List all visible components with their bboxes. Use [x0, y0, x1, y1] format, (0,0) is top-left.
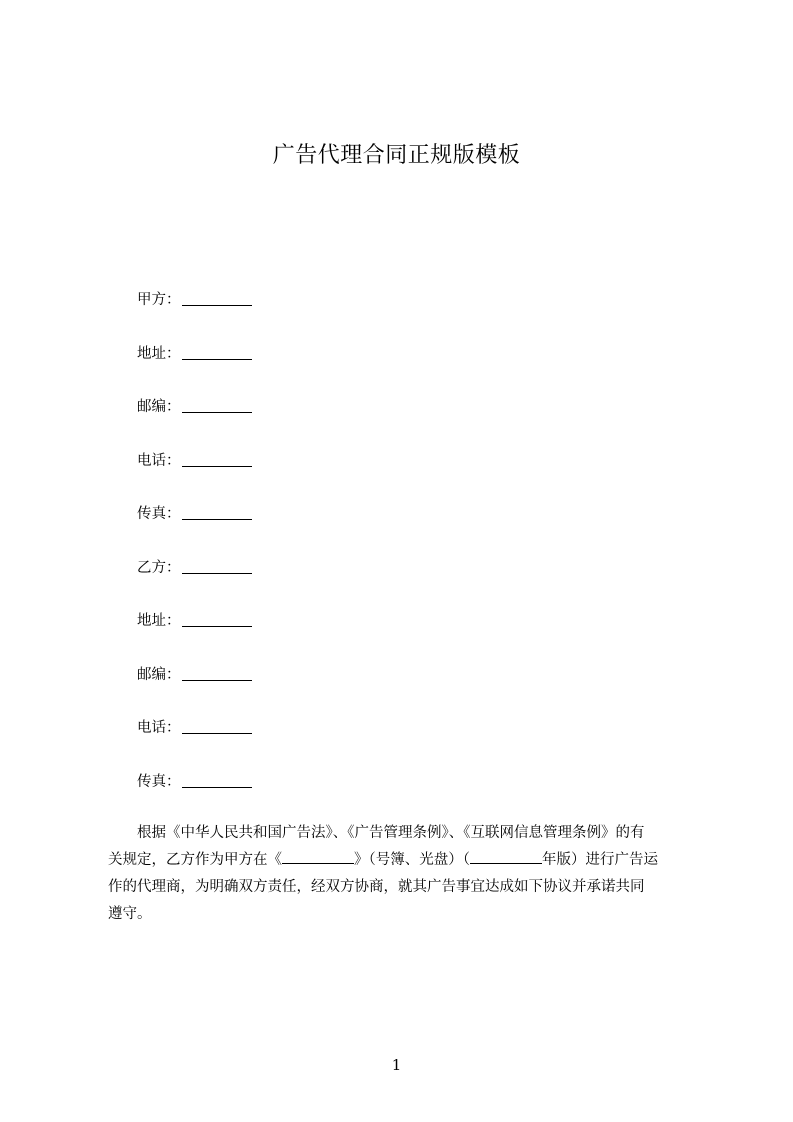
- field-label: 邮编：: [137, 399, 181, 415]
- paragraph-line: 遵守。: [108, 906, 152, 922]
- field-party-a-phone: [137, 450, 637, 504]
- blank-line: [282, 848, 354, 864]
- field-label: 电话：: [137, 720, 181, 736]
- field-label: 电话：: [137, 452, 181, 469]
- blank-line: [182, 664, 252, 681]
- blank-line: [182, 771, 252, 788]
- field-party-b-postcode: [137, 664, 637, 718]
- field-label: 乙方：: [137, 559, 181, 576]
- field-label: 甲方：: [137, 292, 181, 308]
- field-party-a-address: [137, 343, 637, 397]
- paragraph-text: 》（号簿、光盘）（: [354, 852, 470, 868]
- paragraph-text: 关规定，乙方作为甲方在《: [108, 852, 282, 868]
- party-info-fields: [137, 289, 637, 824]
- blank-line: [182, 396, 252, 413]
- blank-line: [182, 503, 252, 520]
- field-party-a: [137, 289, 637, 343]
- field-label: 地址：: [137, 613, 181, 629]
- blank-line: [182, 610, 252, 627]
- field-party-a-fax: [137, 503, 637, 557]
- blank-line: [182, 450, 252, 467]
- field-label: 传真：: [137, 506, 181, 522]
- document-title: 广告代理合同正规版模板: [272, 143, 521, 168]
- field-party-b-phone: [137, 717, 637, 771]
- paragraph-text: 年版）进行广告运: [542, 852, 658, 868]
- field-party-a-postcode: [137, 396, 637, 450]
- paragraph-line: 作的代理商，为明确双方责任，经双方协商，就其广告事宜达成如下协议并承诺共同: [108, 879, 645, 895]
- blank-line: [182, 557, 252, 574]
- preamble-paragraph: [108, 820, 700, 928]
- paragraph-line: 根据《中华人民共和国广告法》、《广告管理条例》、《互联网信息管理条例》的有: [137, 825, 645, 841]
- blank-line: [182, 289, 252, 306]
- blank-line: [182, 717, 252, 734]
- blank-line: [470, 848, 542, 864]
- field-party-b-fax: [137, 771, 637, 825]
- paragraph-line: [108, 847, 700, 874]
- field-party-b-address: [137, 610, 637, 664]
- field-label: 传真：: [137, 773, 181, 790]
- field-party-b: [137, 557, 637, 611]
- page-number: 1: [391, 1056, 402, 1074]
- field-label: 地址：: [137, 345, 181, 362]
- field-label: 邮编：: [137, 666, 181, 683]
- blank-line: [182, 343, 252, 360]
